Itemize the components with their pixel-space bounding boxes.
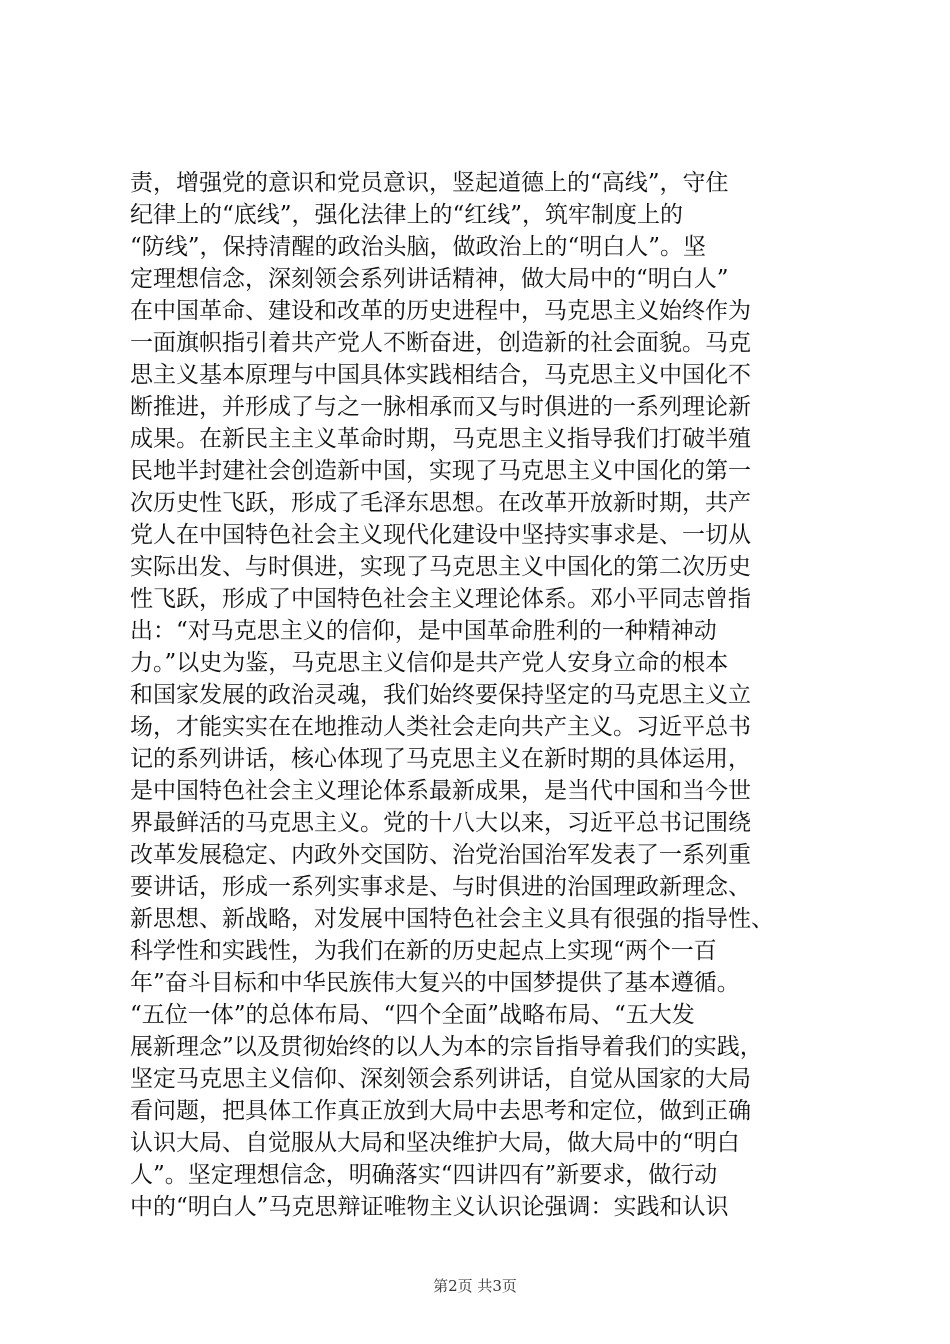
text-line: 记的系列讲话，核心体现了马克思主义在新时期的具体运用， [130,746,751,772]
text-line: 在中国革命、建设和改革的历史进程中，马克思主义始终作为 [130,298,751,324]
page-footer: 第2页 共3页 [433,1277,517,1295]
text-line: 新思想、新战略，对发展中国特色社会主义具有很强的指导性、 [130,906,774,932]
text-line: 人”。坚定理想信念，明确落实“四讲四有”新要求，做行动 [130,1162,718,1188]
text-line: “五位一体”的总体布局、“四个全面”战略布局、“五大发 [130,1002,695,1028]
text-line: 界最鲜活的马克思主义。党的十八大以来，习近平总书记围绕 [130,810,751,836]
text-line: 民地半封建社会创造新中国，实现了马克思主义中国化的第一 [130,458,751,484]
text-line: 力。”以史为鉴，马克思主义信仰是共产党人安身立命的根本 [130,650,729,676]
text-line: 思主义基本原理与中国具体实践相结合，马克思主义中国化不 [130,362,751,388]
text-line: 认识大局、自觉服从大局和坚决维护大局，做大局中的“明白 [130,1130,740,1156]
text-line: 实际出发、与时俱进，实现了马克思主义中国化的第二次历史 [130,554,751,580]
text-line: 断推进，并形成了与之一脉相承而又与时俱进的一系列理论新 [130,394,751,420]
text-line: 中的“明白人”马克思辩证唯物主义认识论强调：实践和认识 [130,1194,729,1220]
text-line: 出：“对马克思主义的信仰，是中国革命胜利的一种精神动 [130,618,717,644]
text-line: 成果。在新民主主义革命时期，马克思主义指导我们打破半殖 [130,426,751,452]
text-line: 是中国特色社会主义理论体系最新成果，是当代中国和当今世 [130,778,751,804]
text-line: 年”奋斗目标和中华民族伟大复兴的中国梦提供了基本遵循。 [130,970,740,996]
text-line: 看问题，把具体工作真正放到大局中去思考和定位，做到正确 [130,1098,751,1124]
text-line: 改革发展稳定、内政外交国防、治党治国治军发表了一系列重 [130,842,751,868]
text-line: 性飞跃，形成了中国特色社会主义理论体系。邓小平同志曾指 [130,586,751,612]
text-line: 定理想信念，深刻领会系列讲话精神，做大局中的“明白人” [130,266,729,292]
text-line: 场，才能实实在在地推动人类社会走向共产主义。习近平总书 [130,714,751,740]
text-line: 展新理念”以及贯彻始终的以人为本的宗旨指导着我们的实践， [130,1034,763,1060]
text-line: 科学性和实践性，为我们在新的历史起点上实现“两个一百 [130,938,717,964]
text-line: 党人在中国特色社会主义现代化建设中坚持实事求是、一切从 [130,522,751,548]
text-line: 要讲话，形成一系列实事求是、与时俱进的治国理政新理念、 [130,874,751,900]
text-line: 责，增强党的意识和党员意识，竖起道德上的“高线”，守住 [130,170,729,196]
text-line: “防线”，保持清醒的政治头脑，做政治上的“明白人”。坚 [130,234,707,260]
text-line: 一面旗帜指引着共产党人不断奋进，创造新的社会面貌。马克 [130,330,751,356]
text-line: 纪律上的“底线”，强化法律上的“红线”，筑牢制度上的 [130,202,684,228]
text-line: 次历史性飞跃，形成了毛泽东思想。在改革开放新时期，共产 [130,490,751,516]
text-line: 坚定马克思主义信仰、深刻领会系列讲话，自觉从国家的大局 [130,1066,751,1092]
body-text [130,167,830,1223]
text-line: 和国家发展的政治灵魂，我们始终要保持坚定的马克思主义立 [130,682,751,708]
